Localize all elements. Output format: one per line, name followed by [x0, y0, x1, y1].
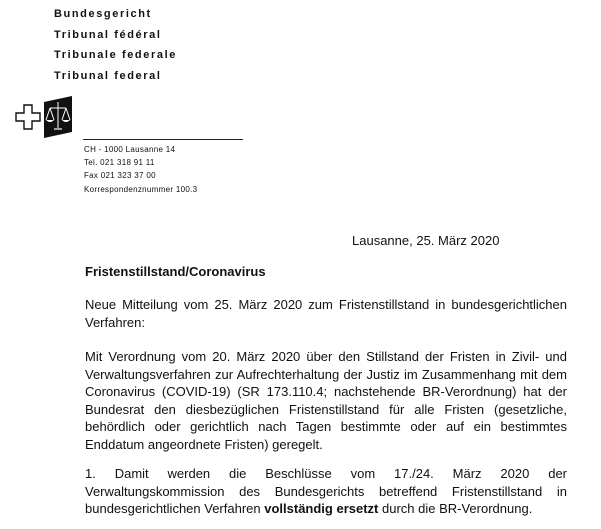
court-name-de: Bundesgericht: [54, 8, 152, 20]
correspondence-number: Korrespondenznummer 100.3: [84, 184, 198, 194]
court-names: [54, 6, 177, 88]
decision-text-end: durch die BR-Verordnung.: [378, 501, 533, 516]
court-name-rm: Tribunal federal: [54, 69, 162, 82]
phone-line: Tel. 021 318 91 11: [84, 158, 155, 168]
swiss-cross-scales-logo-icon: [14, 96, 74, 142]
address-line: CH - 1000 Lausanne 14: [84, 145, 176, 154]
court-name-it: Tribunale federale: [54, 49, 177, 61]
fax-line: Fax 021 323 37 00: [84, 171, 156, 181]
ordinance-paragraph: Mit Verordnung vom 20. März 2020 über den Stillstand der Fristen in Zivil- und Verwaltungsverfahren zur Aufrechterhaltung der Justiz im Zusammenhang mit dem Coronavirus (COVID-19) (SR 173.110.4; nachstehende BR-Verordnung) hat der Bundesrat den diesbezüglichen Fristenstillstand für alle Fristen (gesetzliche, behördlich oder gerichtlich nach Tagen bestimmte oder auf ein bestimmtes Enddatum angeordnete Fristen) geregelt.: [85, 349, 567, 452]
court-name-fr: Tribunal fédéral: [54, 28, 162, 41]
decision-text-start: 1. Damit werden die Beschlüsse vom 17./24. März 2020 der Verwaltungskommission des Bundesgerichts betreffend Fristenstillstand in bundesgerichtlichen Verfahren: [85, 466, 567, 516]
letter-date: Lausanne, 25. März 2020: [352, 233, 500, 248]
address-block: [84, 143, 197, 196]
header-divider: [83, 139, 243, 140]
letter-subject: Fristenstillstand/Coronavirus: [85, 264, 266, 279]
intro-paragraph: Neue Mitteilung vom 25. März 2020 zum Fristenstillstand in bundesgerichtlichen Verfahren:: [85, 297, 567, 330]
decision-emphasis: vollständig ersetzt: [264, 501, 379, 516]
decision-paragraph: [85, 465, 567, 518]
